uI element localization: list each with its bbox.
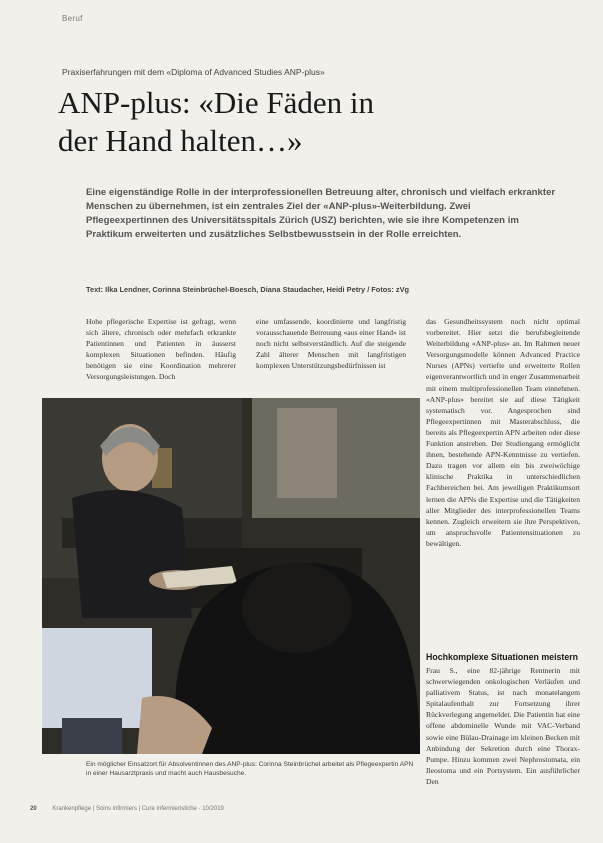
page-footer [30, 806, 590, 812]
body-column-1: Hohe pflegerische Expertise ist gefragt, wenn sich ältere, chronisch oder mehrfach erkrankte Patientinnen und Patienten in äusserst komplexen Situationen befinden. Häufig benötigen sie eine Koordination mehrerer Versorgungsleistungen. Doch [86, 317, 236, 382]
body-column-3: das Gesundheitssystem noch nicht optimal vorbereitet. Hier setzt die berufsbegleitende Weiterbildung «ANP-plus» an. Im Rahmen neuer Versorgungsmodelle können Advanced Practice Nurses (APNs) vertiefte und erweiterte Rollen eigenverantwortlich und in enger Zusammenarbeit mit einem multiprofessionellen Team einnehmen. «ANP-plus» bereitet sie auf diese Tätigkeit systematisch vor. Angesprochen sind Pflegeexpertinnen mit Masterabschluss, die bereits als Pflegeexpertin APN arbeiten oder diese Funktion anstreben. Der Studiengang ermöglicht ihnen, bestehende APN-Kenntnisse zu vertiefen. Dazu tragen vor allem ein bis zweiwöchige klinische Praktika in unterschiedlichen Fachbereichen bei. Am jeweiligen Praktikumsort lernen die APNs die Expertise und die Tätigkeiten aller Mitglieder des interprofessionellen Teams kennen. Zugleich erweitern sie ihre Perspektiven, um anspruchsvolle Patientensituationen zu bewältigen. [426, 317, 580, 548]
section-subheading: Hochkomplexe Situationen meistern [426, 652, 579, 662]
page-number: 20 [30, 806, 37, 812]
section-body-text: Frau S., eine 82-jährige Rentnerin mit schwerwiegenden onkologischen Verläufen und palliativem Status, ist nach monatelangem Spitalaufenthalt zur Fortsetzung ihrer Rückverlegung angemeldet. Die Patientin hat eine offene abdominelle Wunde mit VAC-Verband sowie eine Bülau-Drainage im kleinen Becken mit Anbindung der Sekretion durch eine Thorax-Pumpe. Hinzu kommen zwei Nephrostomata, ein Ileostoma und ein Portsystem. Ein ausführlicher Den [426, 666, 580, 786]
photo-caption: Ein möglicher Einsatzort für Absolventinnen des ANP-plus: Corinna Steinbrüchel arbeitet als Pflegeexpertin APN in einer Hausarztpraxis und macht auch Hausbesuche. [86, 761, 414, 777]
body-column-3-continued [426, 652, 580, 787]
credits: Text: Ilka Lendner, Corinna Steinbrüchel-Boesch, Diana Staudacher, Heidi Petry / Fotos: zVg [86, 285, 410, 294]
article-photo [42, 398, 420, 754]
photo-illustration [42, 398, 420, 754]
headline-line-1: ANP-plus: «Die Fäden in [58, 85, 375, 120]
body-column-2: eine umfassende, koordinierte und langfristig vorausschauende Betreuung «aus einer Hand» ist noch nicht selbstverständlich. Auf die steigende Zahl älterer Menschen mit langfristigen komplexen Unterstützungsbedürfnissen ist [256, 317, 406, 371]
lead-paragraph: Eine eigenständige Rolle in der interprofessionellen Betreuung alter, chronisch und vielfach erkrankter Menschen zu übernehmen, ist ein zentrales Ziel der «ANP-plus»-Weiterbildung. Zwei Pflegeexpertinnen des Universitätsspitals Zürich (USZ) berichten, wie sie ihre Kompetenzen im Praktikum erweiterten und zusätzliches Selbstbewusstsein in der Rolle erreichten. [86, 187, 556, 240]
headline-line-2: der Hand halten…» [58, 123, 303, 158]
kicker: Praxiserfahrungen mit dem «Diploma of Advanced Studies ANP-plus» [62, 67, 325, 77]
publication-info: Krankenpflege | Soins infirmiers | Cure infermieristiche · 10/2019 [52, 806, 224, 812]
headline [58, 84, 498, 160]
section-label: Beruf [62, 14, 83, 23]
